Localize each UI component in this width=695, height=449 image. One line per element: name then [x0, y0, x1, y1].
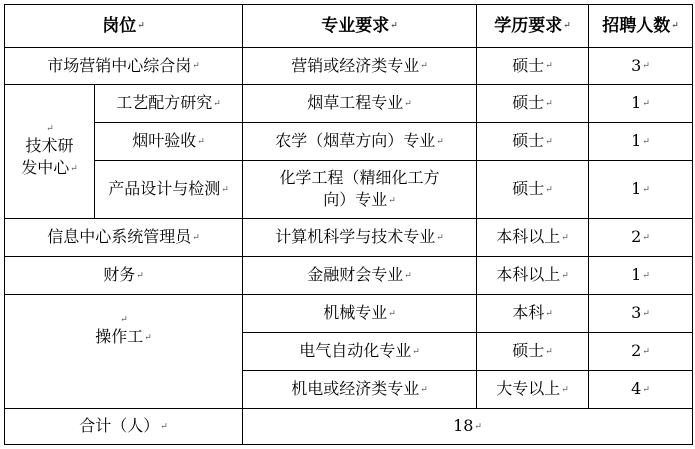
- cell-group-ops: ↵ 操作工↵: [5, 295, 243, 409]
- recruitment-table: [4, 4, 693, 445]
- cell-degree: 硕士↵: [477, 123, 589, 161]
- cell-major: 化学工程（精细化工方 向）专业↵: [243, 161, 477, 219]
- cell-count: 2↵: [589, 333, 693, 371]
- cell-degree: 大专以上↵: [477, 371, 589, 409]
- cell-degree: 本科↵: [477, 295, 589, 333]
- header-degree: 学历要求↵: [477, 5, 589, 48]
- table-row: [5, 161, 693, 219]
- table-row: [5, 123, 693, 161]
- header-count: 招聘人数↵: [589, 5, 693, 48]
- cell-major: 计算机科学与技术专业↵: [243, 219, 477, 257]
- table-row: [5, 219, 693, 257]
- cell-degree: 本科以上↵: [477, 257, 589, 295]
- cell-major: 农学（烟草方向）专业↵: [243, 123, 477, 161]
- cell-count: 1↵: [589, 85, 693, 123]
- cell-position: 财务↵: [5, 257, 243, 295]
- cell-major: 电气自动化专业↵: [243, 333, 477, 371]
- cell-major: 机电或经济类专业↵: [243, 371, 477, 409]
- cell-degree: 硕士↵: [477, 48, 589, 85]
- cell-count: 3↵: [589, 295, 693, 333]
- table-row: [5, 48, 693, 85]
- table-total-row: [5, 409, 693, 445]
- cell-count: 4↵: [589, 371, 693, 409]
- cell-group-rd: ↵ 技术研 发中心↵: [5, 85, 95, 219]
- cell-degree: 硕士↵: [477, 161, 589, 219]
- cell-major: 金融财会专业↵: [243, 257, 477, 295]
- cell-major: 烟草工程专业↵: [243, 85, 477, 123]
- header-major: 专业要求↵: [243, 5, 477, 48]
- cell-major: 机械专业↵: [243, 295, 477, 333]
- cell-count: 1↵: [589, 257, 693, 295]
- cell-count: 2↵: [589, 219, 693, 257]
- table-row: [5, 295, 693, 333]
- table-header-row: [5, 5, 693, 48]
- cell-count: 1↵: [589, 123, 693, 161]
- table-row: [5, 85, 693, 123]
- cell-position: 市场营销中心综合岗↵: [5, 48, 243, 85]
- cell-degree: 硕士↵: [477, 333, 589, 371]
- cell-total-label: 合计（人）↵: [5, 409, 243, 445]
- cell-position: 烟叶验收↵: [95, 123, 243, 161]
- table-row: [5, 257, 693, 295]
- cell-major: 营销或经济类专业↵: [243, 48, 477, 85]
- cell-position: 信息中心系统管理员↵: [5, 219, 243, 257]
- cell-degree: 本科以上↵: [477, 219, 589, 257]
- cell-position: 产品设计与检测↵: [95, 161, 243, 219]
- cell-count: 1↵: [589, 161, 693, 219]
- header-position: 岗位↵: [5, 5, 243, 48]
- cell-position: 工艺配方研究↵: [95, 85, 243, 123]
- cell-count: 3↵: [589, 48, 693, 85]
- cell-degree: 硕士↵: [477, 85, 589, 123]
- cell-total-value: 18↵: [243, 409, 693, 445]
